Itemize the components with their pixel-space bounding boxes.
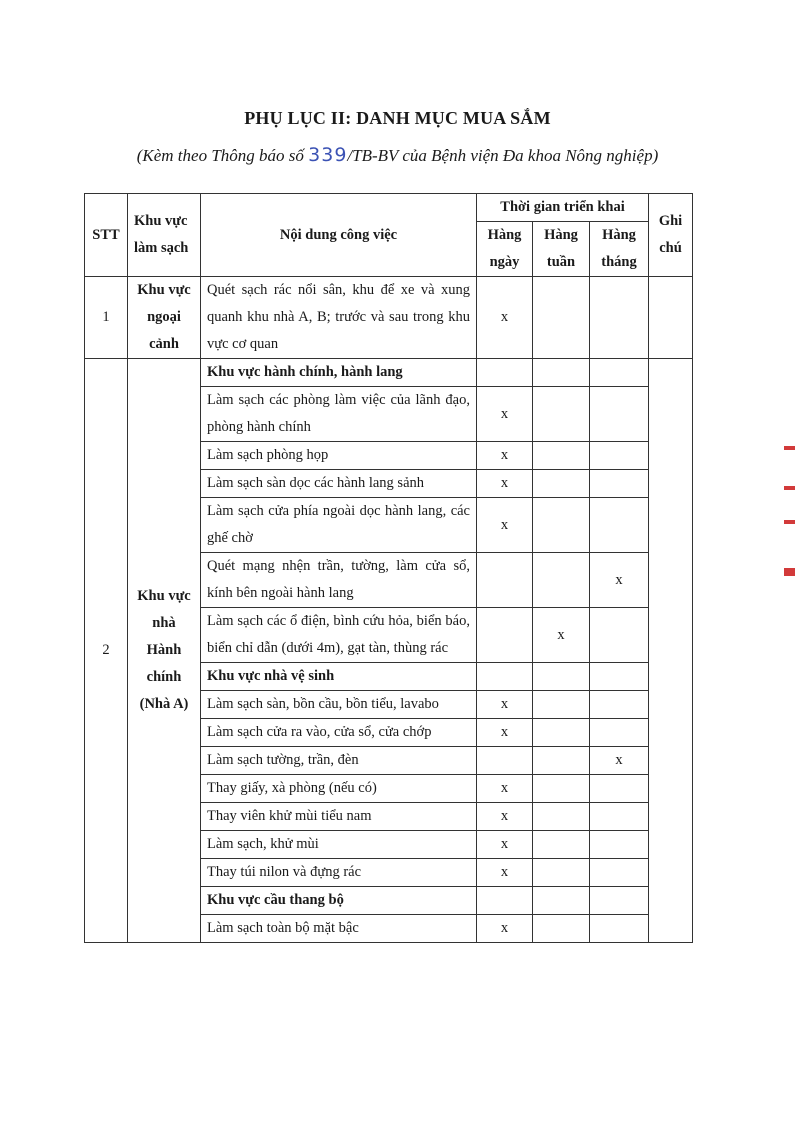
row-weekly	[533, 803, 590, 831]
row-content: Thay viên khử mùi tiểu nam	[201, 803, 477, 831]
row-content: Làm sạch sàn, bồn cầu, bồn tiểu, lavabo	[201, 691, 477, 719]
row-weekly	[533, 775, 590, 803]
row-area: Khu vực nhà Hành chính (Nhà A)	[128, 359, 201, 943]
row-content: Làm sạch toàn bộ mặt bậc	[201, 915, 477, 943]
row-content: Làm sạch, khử mùi	[201, 831, 477, 859]
row-daily: x	[477, 442, 533, 470]
row-weekly	[533, 691, 590, 719]
row-monthly	[590, 691, 649, 719]
section-title: Khu vực nhà vệ sinh	[201, 663, 477, 691]
row-weekly	[533, 553, 590, 608]
row-monthly	[590, 775, 649, 803]
row-monthly	[590, 470, 649, 498]
row-monthly: x	[590, 747, 649, 775]
row-weekly	[533, 915, 590, 943]
row-content: Quét mạng nhện trần, tường, làm cửa sổ, kính bên ngoài hành lang	[201, 553, 477, 608]
row-weekly	[533, 442, 590, 470]
table-row	[85, 277, 693, 359]
row-daily: x	[477, 803, 533, 831]
header-daily: Hàng ngày	[477, 222, 533, 277]
row-content: Làm sạch các phòng làm việc của lãnh đạo, phòng hành chính	[201, 387, 477, 442]
notice-number: 339	[308, 144, 348, 166]
row-daily: x	[477, 859, 533, 887]
header-stt: STT	[85, 194, 128, 277]
row-content: Quét sạch rác nổi sân, khu để xe và xung quanh khu nhà A, B; trước và sau trong khu vực cơ quan	[201, 277, 477, 359]
row-monthly	[590, 831, 649, 859]
row-daily	[477, 608, 533, 663]
row-weekly	[533, 498, 590, 553]
row-daily: x	[477, 470, 533, 498]
header-content: Nội dung công việc	[201, 194, 477, 277]
row-weekly	[533, 747, 590, 775]
seal-fragment	[784, 568, 795, 576]
row-weekly	[533, 831, 590, 859]
row-daily	[477, 553, 533, 608]
section-title: Khu vực cầu thang bộ	[201, 887, 477, 915]
row-monthly	[590, 803, 649, 831]
row-weekly	[533, 470, 590, 498]
header-time: Thời gian triển khai	[477, 194, 649, 222]
row-daily: x	[477, 831, 533, 859]
section-title: Khu vực hành chính, hành lang	[201, 359, 477, 387]
row-monthly	[590, 859, 649, 887]
row-monthly	[590, 915, 649, 943]
row-monthly: x	[590, 553, 649, 608]
row-weekly	[533, 719, 590, 747]
row-stt: 2	[85, 359, 128, 943]
header-area: Khu vực làm sạch	[128, 194, 201, 277]
row-content: Thay túi nilon và đựng rác	[201, 859, 477, 887]
row-daily: x	[477, 498, 533, 553]
row-content: Làm sạch phòng họp	[201, 442, 477, 470]
page-subtitle	[0, 144, 795, 166]
header-row-1	[85, 194, 693, 222]
row-weekly: x	[533, 608, 590, 663]
row-content: Làm sạch cửa ra vào, cửa sổ, cửa chớp	[201, 719, 477, 747]
row-weekly	[533, 387, 590, 442]
row-monthly	[590, 498, 649, 553]
section-row	[85, 359, 693, 387]
row-monthly	[590, 442, 649, 470]
row-daily: x	[477, 719, 533, 747]
row-note	[649, 359, 693, 943]
row-content: Làm sạch các ổ điện, bình cứu hỏa, biển báo, biển chỉ dẫn (dưới 4m), gạt tàn, thùng rác	[201, 608, 477, 663]
row-monthly	[590, 387, 649, 442]
row-stt: 1	[85, 277, 128, 359]
row-content: Thay giấy, xà phòng (nếu có)	[201, 775, 477, 803]
row-daily: x	[477, 277, 533, 359]
seal-fragment	[784, 486, 795, 490]
row-content: Làm sạch tường, trần, đèn	[201, 747, 477, 775]
header-weekly: Hàng tuần	[533, 222, 590, 277]
subtitle-prefix: (Kèm theo Thông báo số	[136, 146, 309, 165]
row-monthly	[590, 608, 649, 663]
row-daily: x	[477, 387, 533, 442]
procurement-table	[84, 193, 693, 943]
row-monthly	[590, 719, 649, 747]
row-content: Làm sạch cửa phía ngoài dọc hành lang, các ghế chờ	[201, 498, 477, 553]
row-daily: x	[477, 775, 533, 803]
header-monthly: Hàng tháng	[590, 222, 649, 277]
row-daily: x	[477, 691, 533, 719]
header-note: Ghi chú	[649, 194, 693, 277]
row-monthly	[590, 277, 649, 359]
seal-fragment	[784, 446, 795, 450]
row-daily: x	[477, 915, 533, 943]
row-content: Làm sạch sàn dọc các hành lang sảnh	[201, 470, 477, 498]
subtitle-suffix: /TB-BV của Bệnh viện Đa khoa Nông nghiệp)	[347, 146, 659, 165]
row-note	[649, 277, 693, 359]
page-title: PHỤ LỤC II: DANH MỤC MUA SẮM	[244, 108, 551, 128]
seal-fragment	[784, 520, 795, 524]
row-weekly	[533, 277, 590, 359]
row-weekly	[533, 859, 590, 887]
row-daily	[477, 747, 533, 775]
row-area: Khu vực ngoại cảnh	[128, 277, 201, 359]
